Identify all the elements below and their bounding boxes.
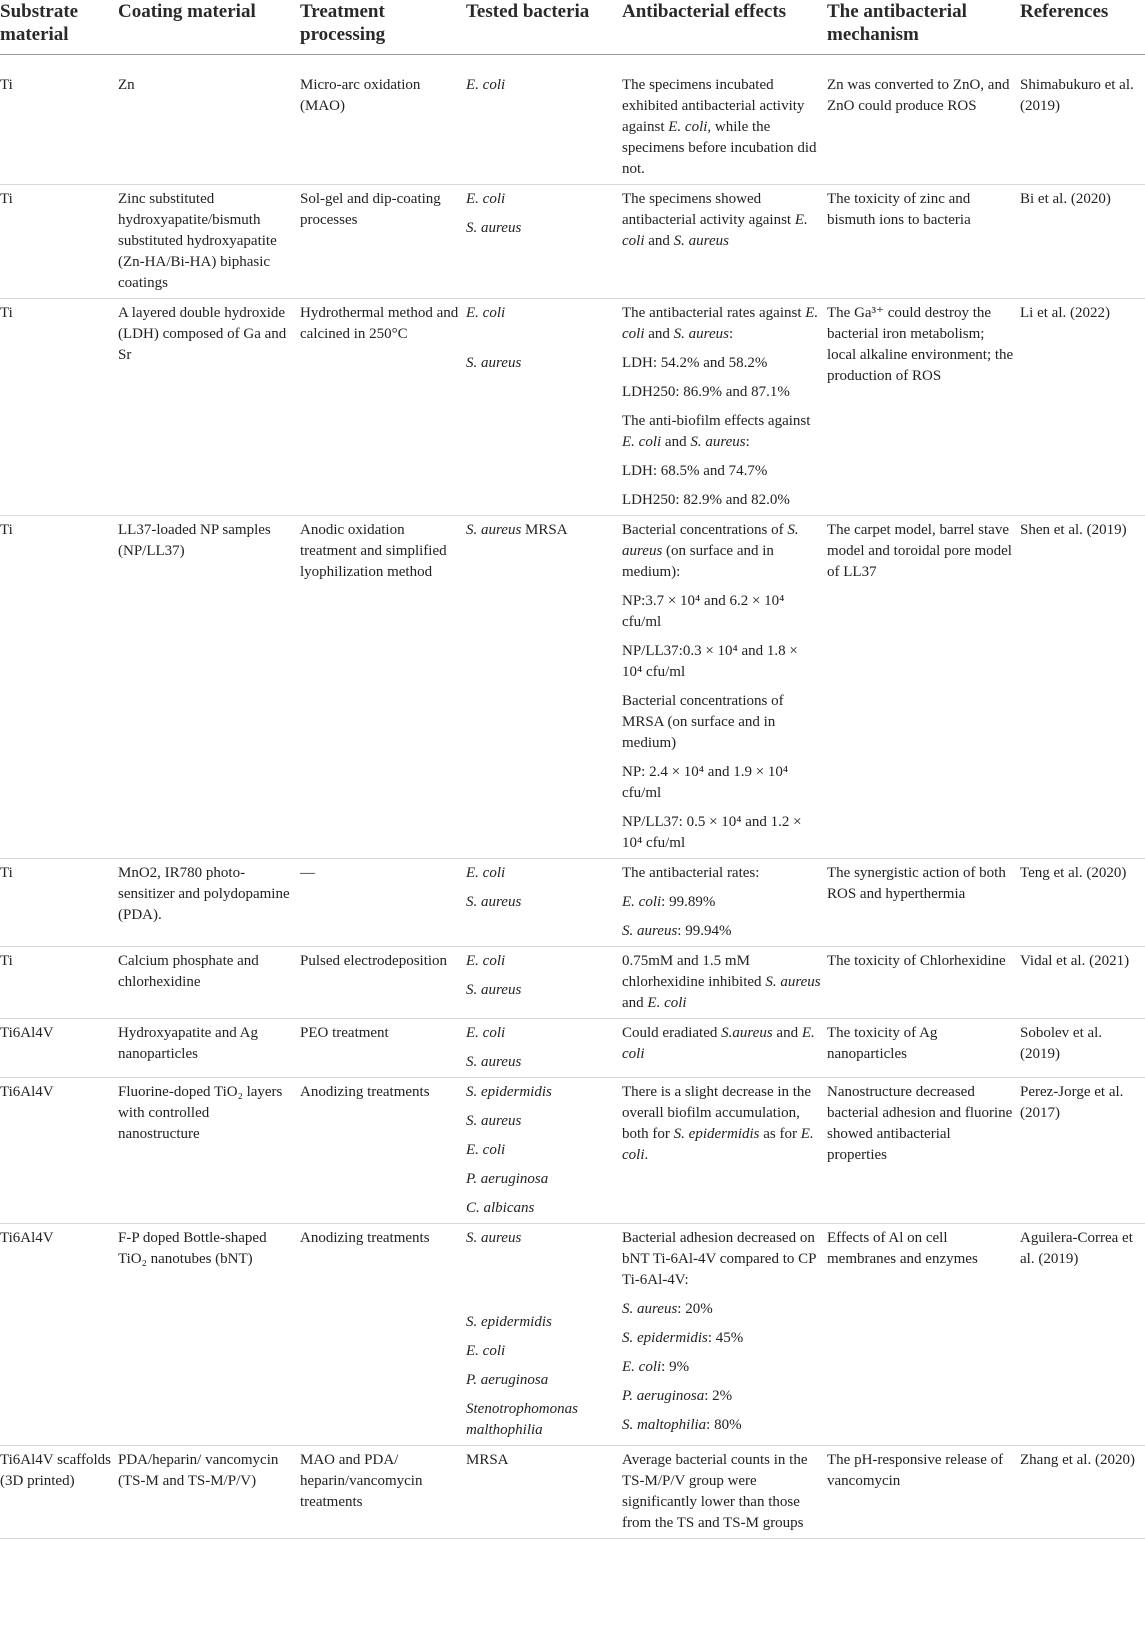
treatment-cell-text: Anodizing treatments: [300, 1229, 430, 1246]
substrate-cell: [0, 298, 118, 515]
bacteria-cell-item: E. coli: [466, 190, 506, 207]
treatment-cell-text: PEO treatment: [300, 1024, 389, 1041]
coating-cell-text: Zinc substituted hydroxyapatite/bismuth substituted hydroxyapatite (Zn-HA/Bi-HA) biphasic coatings: [118, 190, 277, 291]
effects-cell-item: The specimens incubated exhibited antibacterial activity against E. coli, while the specimens before incubation did not.: [622, 76, 817, 177]
reference-cell: [1020, 184, 1145, 298]
bacteria-cell: [466, 184, 622, 298]
header-substrate: Substrate material: [0, 0, 118, 54]
effects-cell-item: Bacterial adhesion decreased on bNT Ti-6Al-4V compared to CP Ti-6Al-4V:: [622, 1229, 816, 1288]
bacteria-cell-item: P. aeruginosa: [466, 1371, 549, 1388]
effects-cell-item: The anti-biofilm effects against E. coli and S. aureus:: [622, 412, 811, 450]
reference-cell-text: Perez-Jorge et al. (2017): [1020, 1083, 1124, 1121]
mechanism-cell-text: The pH-responsive release of vancomycin: [827, 1451, 1004, 1489]
mechanism-cell: [827, 1445, 1020, 1538]
coating-cell: [118, 184, 300, 298]
substrate-cell-text: Ti: [0, 304, 13, 321]
bacteria-cell-item: MRSA: [466, 1451, 509, 1468]
treatment-cell: [300, 298, 466, 515]
bacteria-cell-item: E. coli: [466, 952, 506, 969]
reference-cell-text: Li et al. (2022): [1020, 304, 1110, 321]
coating-cell: [118, 858, 300, 946]
effects-cell-item: S. maltophilia: 80%: [622, 1416, 742, 1433]
bacteria-cell-item: E. coli: [466, 1024, 506, 1041]
substrate-cell: [0, 1223, 118, 1445]
mechanism-cell: [827, 298, 1020, 515]
bacteria-cell: [466, 54, 622, 184]
mechanism-cell: [827, 858, 1020, 946]
bacteria-cell-item: S. epidermidis: [466, 1313, 552, 1330]
bacteria-cell-item: S. aureus: [466, 1112, 522, 1129]
treatment-cell-text: Pulsed electrodeposition: [300, 952, 448, 969]
effects-cell-item: NP: 2.4 × 10⁴ and 1.9 × 10⁴ cfu/ml: [622, 763, 789, 801]
effects-cell: [622, 184, 827, 298]
bacteria-cell: [466, 1077, 622, 1223]
treatment-cell: [300, 1077, 466, 1223]
treatment-cell: [300, 946, 466, 1018]
effects-cell-item: S. epidermidis: 45%: [622, 1329, 744, 1346]
effects-cell: [622, 1223, 827, 1445]
substrate-cell-text: Ti6Al4V: [0, 1229, 54, 1246]
coating-cell-text: Calcium phosphate and chlorhexidine: [118, 952, 259, 990]
effects-cell-item: Could eradiated S.aureus and E. coli: [622, 1024, 815, 1062]
treatment-cell-text: Hydrothermal method and calcined in 250°C: [300, 304, 459, 342]
table-row: [0, 1445, 1145, 1538]
substrate-cell-text: Ti6Al4V: [0, 1024, 54, 1041]
effects-cell-item: Bacterial concentrations of S. aureus (on surface and in medium):: [622, 521, 799, 580]
reference-cell: [1020, 858, 1145, 946]
effects-cell: [622, 1445, 827, 1538]
substrate-cell-text: Ti: [0, 864, 13, 881]
substrate-cell-text: Ti: [0, 190, 13, 207]
treatment-cell-text: Sol-gel and dip-coating processes: [300, 190, 441, 228]
reference-cell-text: Aguilera-Correa et al. (2019): [1020, 1229, 1133, 1267]
coating-cell: [118, 298, 300, 515]
effects-cell-item: S. aureus: 20%: [622, 1300, 713, 1317]
coating-cell-text: Fluorine-doped TiO₂ layers with controlled nanostructure: [118, 1083, 283, 1142]
treatment-cell-text: Anodizing treatments: [300, 1083, 430, 1100]
coating-cell: [118, 515, 300, 858]
bacteria-cell-item: E. coli: [466, 304, 506, 321]
table-row: [0, 184, 1145, 298]
bacteria-cell-item: P. aeruginosa: [466, 1170, 549, 1187]
bacteria-cell: [466, 1018, 622, 1077]
substrate-cell: [0, 1077, 118, 1223]
substrate-cell: [0, 946, 118, 1018]
mechanism-cell: [827, 1077, 1020, 1223]
substrate-cell-text: Ti: [0, 952, 13, 969]
treatment-cell-text: Anodic oxidation treatment and simplified lyophilization method: [300, 521, 447, 580]
reference-cell: [1020, 1018, 1145, 1077]
effects-cell-item: S. aureus: 99.94%: [622, 922, 732, 939]
table-row: [0, 298, 1145, 515]
effects-cell-item: NP/LL37:0.3 × 10⁴ and 1.8 × 10⁴ cfu/ml: [622, 642, 798, 680]
effects-cell: [622, 1077, 827, 1223]
mechanism-cell-text: The toxicity of zinc and bismuth ions to bacteria: [827, 190, 971, 228]
treatment-cell: [300, 858, 466, 946]
effects-cell-item: LDH: 68.5% and 74.7%: [622, 462, 768, 479]
reference-cell-text: Teng et al. (2020): [1020, 864, 1127, 881]
coating-cell-text: A layered double hydroxide (LDH) composed of Ga and Sr: [118, 304, 287, 363]
effects-cell-item: NP/LL37: 0.5 × 10⁴ and 1.2 × 10⁴ cfu/ml: [622, 813, 802, 851]
table-row: [0, 946, 1145, 1018]
mechanism-cell-text: The toxicity of Chlorhexidine: [827, 952, 1006, 969]
reference-cell: [1020, 1077, 1145, 1223]
effects-cell-item: P. aeruginosa: 2%: [622, 1387, 733, 1404]
coating-cell: [118, 1445, 300, 1538]
reference-cell: [1020, 515, 1145, 858]
table-row: [0, 858, 1145, 946]
bacteria-cell: [466, 515, 622, 858]
coating-cell: [118, 1018, 300, 1077]
mechanism-cell: [827, 515, 1020, 858]
substrate-cell: [0, 1445, 118, 1538]
bacteria-cell-item: E. coli: [466, 1342, 506, 1359]
table-row: [0, 1223, 1145, 1445]
table-body: [0, 54, 1145, 1538]
effects-cell-item: LDH250: 86.9% and 87.1%: [622, 383, 790, 400]
bacteria-cell-item: S. aureus: [466, 1053, 522, 1070]
bacteria-cell-item: E. coli: [466, 76, 506, 93]
header-coating: Coating material: [118, 0, 300, 54]
reference-cell: [1020, 1445, 1145, 1538]
reference-cell-text: Vidal et al. (2021): [1020, 952, 1130, 969]
mechanism-cell: [827, 1018, 1020, 1077]
bacteria-cell: [466, 1223, 622, 1445]
effects-cell: [622, 946, 827, 1018]
substrate-cell-text: Ti6Al4V scaffolds (3D printed): [0, 1451, 111, 1489]
coating-cell: [118, 54, 300, 184]
effects-cell-item: The specimens showed antibacterial activity against E. coli and S. aureus: [622, 190, 808, 249]
mechanism-cell-text: The toxicity of Ag nanoparticles: [827, 1024, 938, 1062]
effects-cell: [622, 54, 827, 184]
mechanism-cell: [827, 54, 1020, 184]
table-row: [0, 54, 1145, 184]
header-bacteria: Tested bacteria: [466, 0, 622, 54]
effects-cell: [622, 1018, 827, 1077]
treatment-cell: [300, 54, 466, 184]
treatment-cell: [300, 1445, 466, 1538]
substrate-cell: [0, 184, 118, 298]
table-row: [0, 1077, 1145, 1223]
substrate-cell-text: Ti: [0, 521, 13, 538]
bacteria-cell-item: S. aureus: [466, 354, 522, 371]
treatment-cell-text: Micro-arc oxidation (MAO): [300, 76, 421, 114]
effects-cell-item: Average bacterial counts in the TS-M/P/V group were significantly lower than those from the TS and TS-M groups: [622, 1451, 808, 1531]
mechanism-cell-text: Effects of Al on cell membranes and enzymes: [827, 1229, 978, 1267]
treatment-cell: [300, 1223, 466, 1445]
bacteria-cell-item: S. aureus: [466, 981, 522, 998]
effects-cell-item: The antibacterial rates against E. coli and S. aureus:: [622, 304, 819, 342]
effects-cell-item: LDH: 54.2% and 58.2%: [622, 354, 768, 371]
substrate-cell: [0, 515, 118, 858]
coating-cell-text: PDA/heparin/ vancomycin (TS-M and TS-M/P/V): [118, 1451, 279, 1489]
effects-cell: [622, 515, 827, 858]
reference-cell: [1020, 1223, 1145, 1445]
bacteria-cell: [466, 858, 622, 946]
table-row: [0, 515, 1145, 858]
effects-cell-item: NP:3.7 × 10⁴ and 6.2 × 10⁴ cfu/ml: [622, 592, 785, 630]
table-header-row: [0, 0, 1145, 54]
reference-cell-text: Bi et al. (2020): [1020, 190, 1111, 207]
mechanism-cell-text: The Ga³⁺ could destroy the bacterial iron metabolism; local alkaline environment; the production of ROS: [827, 304, 1014, 384]
bacteria-cell-item: E. coli: [466, 864, 506, 881]
substrate-cell: [0, 54, 118, 184]
bacteria-cell-item: S. aureus: [466, 893, 522, 910]
mechanism-cell-text: The synergistic action of both ROS and hyperthermia: [827, 864, 1006, 902]
coating-cell-text: MnO2, IR780 photo-sensitizer and polydopamine (PDA).: [118, 864, 290, 923]
coating-cell-text: LL37-loaded NP samples (NP/LL37): [118, 521, 271, 559]
bacteria-cell: [466, 298, 622, 515]
bacteria-cell-item: S. aureus: [466, 219, 522, 236]
reference-cell-text: Sobolev et al. (2019): [1020, 1024, 1103, 1062]
mechanism-cell-text: Nanostructure decreased bacterial adhesion and fluorine showed antibacterial properties: [827, 1083, 1013, 1163]
coating-cell: [118, 946, 300, 1018]
mechanism-cell: [827, 946, 1020, 1018]
substrate-cell-text: Ti: [0, 76, 13, 93]
bacteria-cell-item: S. aureus MRSA: [466, 521, 568, 538]
reference-cell: [1020, 298, 1145, 515]
bacteria-cell: [466, 1445, 622, 1538]
header-effects: Antibacterial effects: [622, 0, 827, 54]
substrate-cell: [0, 1018, 118, 1077]
effects-cell-item: Bacterial concentrations of MRSA (on surface and in medium): [622, 692, 784, 751]
treatment-cell-text: —: [300, 864, 315, 881]
bacteria-cell-item: S. epidermidis: [466, 1083, 552, 1100]
mechanism-cell: [827, 184, 1020, 298]
reference-cell-text: Zhang et al. (2020): [1020, 1451, 1135, 1468]
treatment-cell: [300, 1018, 466, 1077]
effects-cell-item: 0.75mM and 1.5 mM chlorhexidine inhibited S. aureus and E. coli: [622, 952, 821, 1011]
treatment-cell: [300, 184, 466, 298]
header-treatment: Treatment processing: [300, 0, 466, 54]
effects-cell-item: The antibacterial rates:: [622, 864, 760, 881]
header-mechanism: The antibacterial mechanism: [827, 0, 1020, 54]
treatment-cell-text: MAO and PDA/ heparin/vancomycin treatments: [300, 1451, 423, 1510]
mechanism-cell-text: Zn was converted to ZnO, and ZnO could produce ROS: [827, 76, 1010, 114]
bacteria-cell: [466, 946, 622, 1018]
effects-cell: [622, 858, 827, 946]
treatment-cell: [300, 515, 466, 858]
mechanism-cell: [827, 1223, 1020, 1445]
effects-cell-item: LDH250: 82.9% and 82.0%: [622, 491, 790, 508]
effects-cell-item: There is a slight decrease in the overall biofilm accumulation, both for S. epidermidis as for E. coli.: [622, 1083, 814, 1163]
reference-cell-text: Shimabukuro et al. (2019): [1020, 76, 1134, 114]
coating-cell-text: Hydroxyapatite and Ag nanoparticles: [118, 1024, 258, 1062]
substrate-cell: [0, 858, 118, 946]
reference-cell: [1020, 54, 1145, 184]
coating-cell: [118, 1077, 300, 1223]
reference-cell: [1020, 946, 1145, 1018]
effects-cell-item: E. coli: 99.89%: [622, 893, 716, 910]
bacteria-cell-item: E. coli: [466, 1141, 506, 1158]
table-row: [0, 1018, 1145, 1077]
coating-cell-text: F-P doped Bottle-shaped TiO₂ nanotubes (bNT): [118, 1229, 267, 1267]
header-references: References: [1020, 0, 1145, 54]
coating-cell-text: Zn: [118, 76, 135, 93]
bacteria-cell-item: C. albicans: [466, 1199, 535, 1216]
effects-cell-item: E. coli: 9%: [622, 1358, 690, 1375]
substrate-cell-text: Ti6Al4V: [0, 1083, 54, 1100]
reference-cell-text: Shen et al. (2019): [1020, 521, 1127, 538]
mechanism-cell-text: The carpet model, barrel stave model and toroidal pore model of LL37: [827, 521, 1012, 580]
effects-cell: [622, 298, 827, 515]
bacteria-cell-item: S. aureus: [466, 1229, 522, 1246]
bacteria-cell-item: Stenotrophomonas malthophilia: [466, 1400, 578, 1438]
coating-cell: [118, 1223, 300, 1445]
